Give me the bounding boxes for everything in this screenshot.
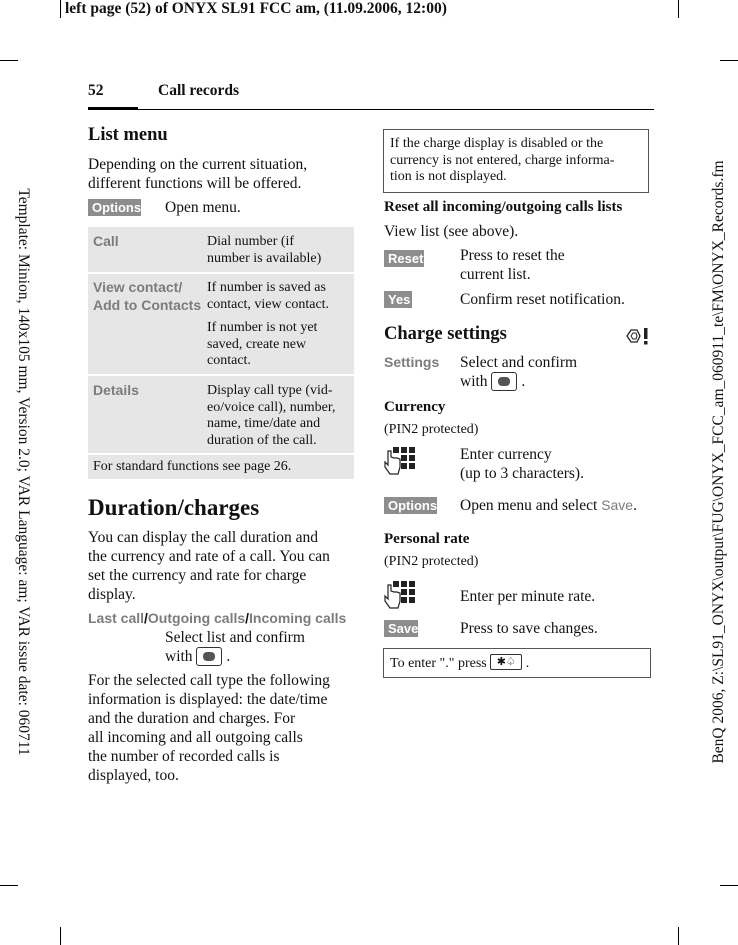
- currency-heading: Currency: [384, 399, 446, 415]
- crop-mark: [60, 0, 61, 18]
- text-line: If number is saved as: [207, 280, 326, 295]
- crop-mark: [678, 0, 679, 18]
- duration-info: [88, 671, 358, 785]
- header-rule: [88, 109, 654, 110]
- text-part: .: [525, 656, 530, 671]
- key-line: Add to Contacts: [93, 297, 202, 313]
- side-right-text: BenQ 2006, Z:\SL91_ONYX\output\FUG\ONYX_FCC_am_060911_te\FM\ONYX_Records.fm: [710, 160, 727, 764]
- text-line: with: [165, 648, 193, 665]
- text-line: displayed, too.: [88, 767, 179, 784]
- center-key-icon: [196, 647, 222, 666]
- table-desc: [207, 234, 321, 267]
- rate-heading: Personal rate: [384, 531, 470, 547]
- reset-sub: View list (see above).: [384, 223, 519, 240]
- text-line: information is displayed: the date/time: [88, 691, 328, 708]
- charge-heading: Charge settings: [384, 324, 507, 344]
- crop-mark: [678, 927, 679, 945]
- text-line: If the charge display is disabled or the: [390, 136, 604, 151]
- text-line: set the currency and rate for charge: [88, 567, 307, 584]
- footer-note: [383, 648, 651, 678]
- options-key-label: Options: [384, 497, 437, 514]
- table-desc: [207, 383, 336, 449]
- text-line: display.: [88, 586, 136, 603]
- key-line: View contact/: [93, 279, 183, 295]
- text-line: Enter currency: [460, 446, 552, 463]
- list-menu-heading: List menu: [88, 125, 168, 145]
- reset-key[interactable]: [384, 250, 424, 268]
- options-key[interactable]: [88, 199, 141, 217]
- crop-mark: [0, 60, 18, 61]
- text-line: You can display the call duration and: [88, 529, 319, 546]
- text-line: name, time/date and: [207, 416, 321, 431]
- keypad-icon: [384, 447, 416, 475]
- duration-heading: Duration/charges: [88, 495, 260, 520]
- text-line: all incoming and all outgoing calls: [88, 729, 303, 746]
- save-key[interactable]: [384, 620, 418, 638]
- reset-heading: Reset all incoming/outgoing calls lists: [384, 199, 623, 215]
- keypad-icon: [384, 581, 416, 609]
- menu-item-incoming-calls[interactable]: Incoming calls: [249, 610, 347, 626]
- text-line: If number is not yet: [207, 320, 318, 335]
- text-part: .: [633, 497, 637, 514]
- settings-desc: Select and confirm with .: [460, 354, 578, 390]
- menu-item-save[interactable]: Save: [601, 497, 634, 513]
- list-menu-intro: [88, 155, 358, 193]
- text-line: duration of the call.: [207, 432, 317, 448]
- text-line: currency is not entered, charge informa-: [390, 152, 615, 168]
- table-desc: [207, 280, 329, 370]
- path-separator: /: [144, 610, 148, 626]
- options-desc: Open menu.: [165, 199, 241, 216]
- crop-mark: [720, 60, 738, 61]
- menu-item-outgoing-calls[interactable]: Outgoing calls: [147, 610, 246, 626]
- crop-mark: [720, 885, 738, 886]
- currency-desc: [460, 445, 584, 483]
- page-title: Call records: [158, 82, 240, 99]
- table-footer: For standard functions see page 26.: [88, 455, 354, 479]
- print-header: left page (52) of ONYX SL91 FCC am, (11.09.2006, 12:00): [65, 0, 447, 17]
- text-line: and the duration and charges. For: [88, 710, 296, 727]
- text-line: with: [460, 373, 488, 390]
- text-line: the number of recorded calls is: [88, 748, 280, 765]
- currency-pin: (PIN2 protected): [384, 422, 479, 437]
- save-desc: Press to save changes.: [460, 620, 598, 637]
- reset-key-label: Reset: [384, 250, 424, 267]
- table-row: [88, 274, 354, 374]
- text-line: (up to 3 characters).: [460, 465, 584, 482]
- text-line: Select and confirm: [460, 354, 578, 371]
- text-line: saved, create new: [207, 336, 307, 352]
- menu-item-last-call[interactable]: Last call: [88, 610, 145, 626]
- options-desc-2: [460, 496, 637, 515]
- menu-item-details[interactable]: Details: [93, 382, 139, 398]
- select-instructions: Select list and confirm with .: [165, 629, 305, 665]
- yes-key[interactable]: [384, 291, 412, 309]
- table-row: [88, 227, 354, 272]
- text-line: the currency and rate of a call. You can: [88, 548, 330, 565]
- text-line: Depending on the current situation,: [88, 156, 308, 173]
- table-row: [88, 376, 354, 453]
- settings-key[interactable]: Settings: [384, 354, 440, 370]
- text-line: current list.: [460, 266, 531, 283]
- center-key-icon: [491, 372, 517, 391]
- duration-intro: [88, 528, 358, 604]
- text-line: tion is not displayed.: [390, 169, 507, 184]
- path-separator: /: [245, 610, 250, 626]
- text-line: contact.: [207, 353, 251, 368]
- text-line: different functions will be offered.: [88, 175, 302, 192]
- text-line: For the selected call type the following: [88, 672, 330, 689]
- text-part: To enter "." press: [390, 656, 487, 671]
- star-key-icon: ✱♤: [490, 654, 522, 670]
- network-dependent-icon: [622, 325, 652, 347]
- options-key-2[interactable]: [384, 497, 437, 515]
- menu-item-view-contact[interactable]: [93, 278, 201, 314]
- text-line: Display call type (vid-: [207, 383, 333, 398]
- crop-mark: [60, 927, 61, 945]
- rate-pin: (PIN2 protected): [384, 554, 479, 569]
- text-line: Press to reset the: [460, 247, 565, 264]
- reset-desc: [460, 246, 565, 284]
- text-line: eo/voice call), number,: [207, 399, 336, 415]
- note-box: [383, 129, 649, 193]
- side-left-text: Template: Minion, 140x105 mm, Version 2.0; VAR Language: am; VAR issue date: 060711: [15, 188, 32, 756]
- text-line: number is available): [207, 250, 322, 266]
- text-line: contact, view contact.: [207, 296, 330, 312]
- crop-mark: [0, 885, 18, 886]
- page-number: 52: [88, 82, 104, 99]
- menu-item-call[interactable]: Call: [93, 233, 119, 249]
- menu-path: [88, 610, 346, 626]
- rate-desc: Enter per minute rate.: [460, 588, 596, 605]
- text-line: Dial number (if: [207, 234, 295, 249]
- options-key-label: Options: [88, 199, 141, 216]
- yes-key-label: Yes: [384, 291, 412, 308]
- text-line: Select list and confirm: [165, 629, 305, 646]
- yes-desc: Confirm reset notification.: [460, 291, 625, 308]
- save-key-label: Save: [384, 620, 418, 637]
- text-part: Open menu and select: [460, 497, 602, 514]
